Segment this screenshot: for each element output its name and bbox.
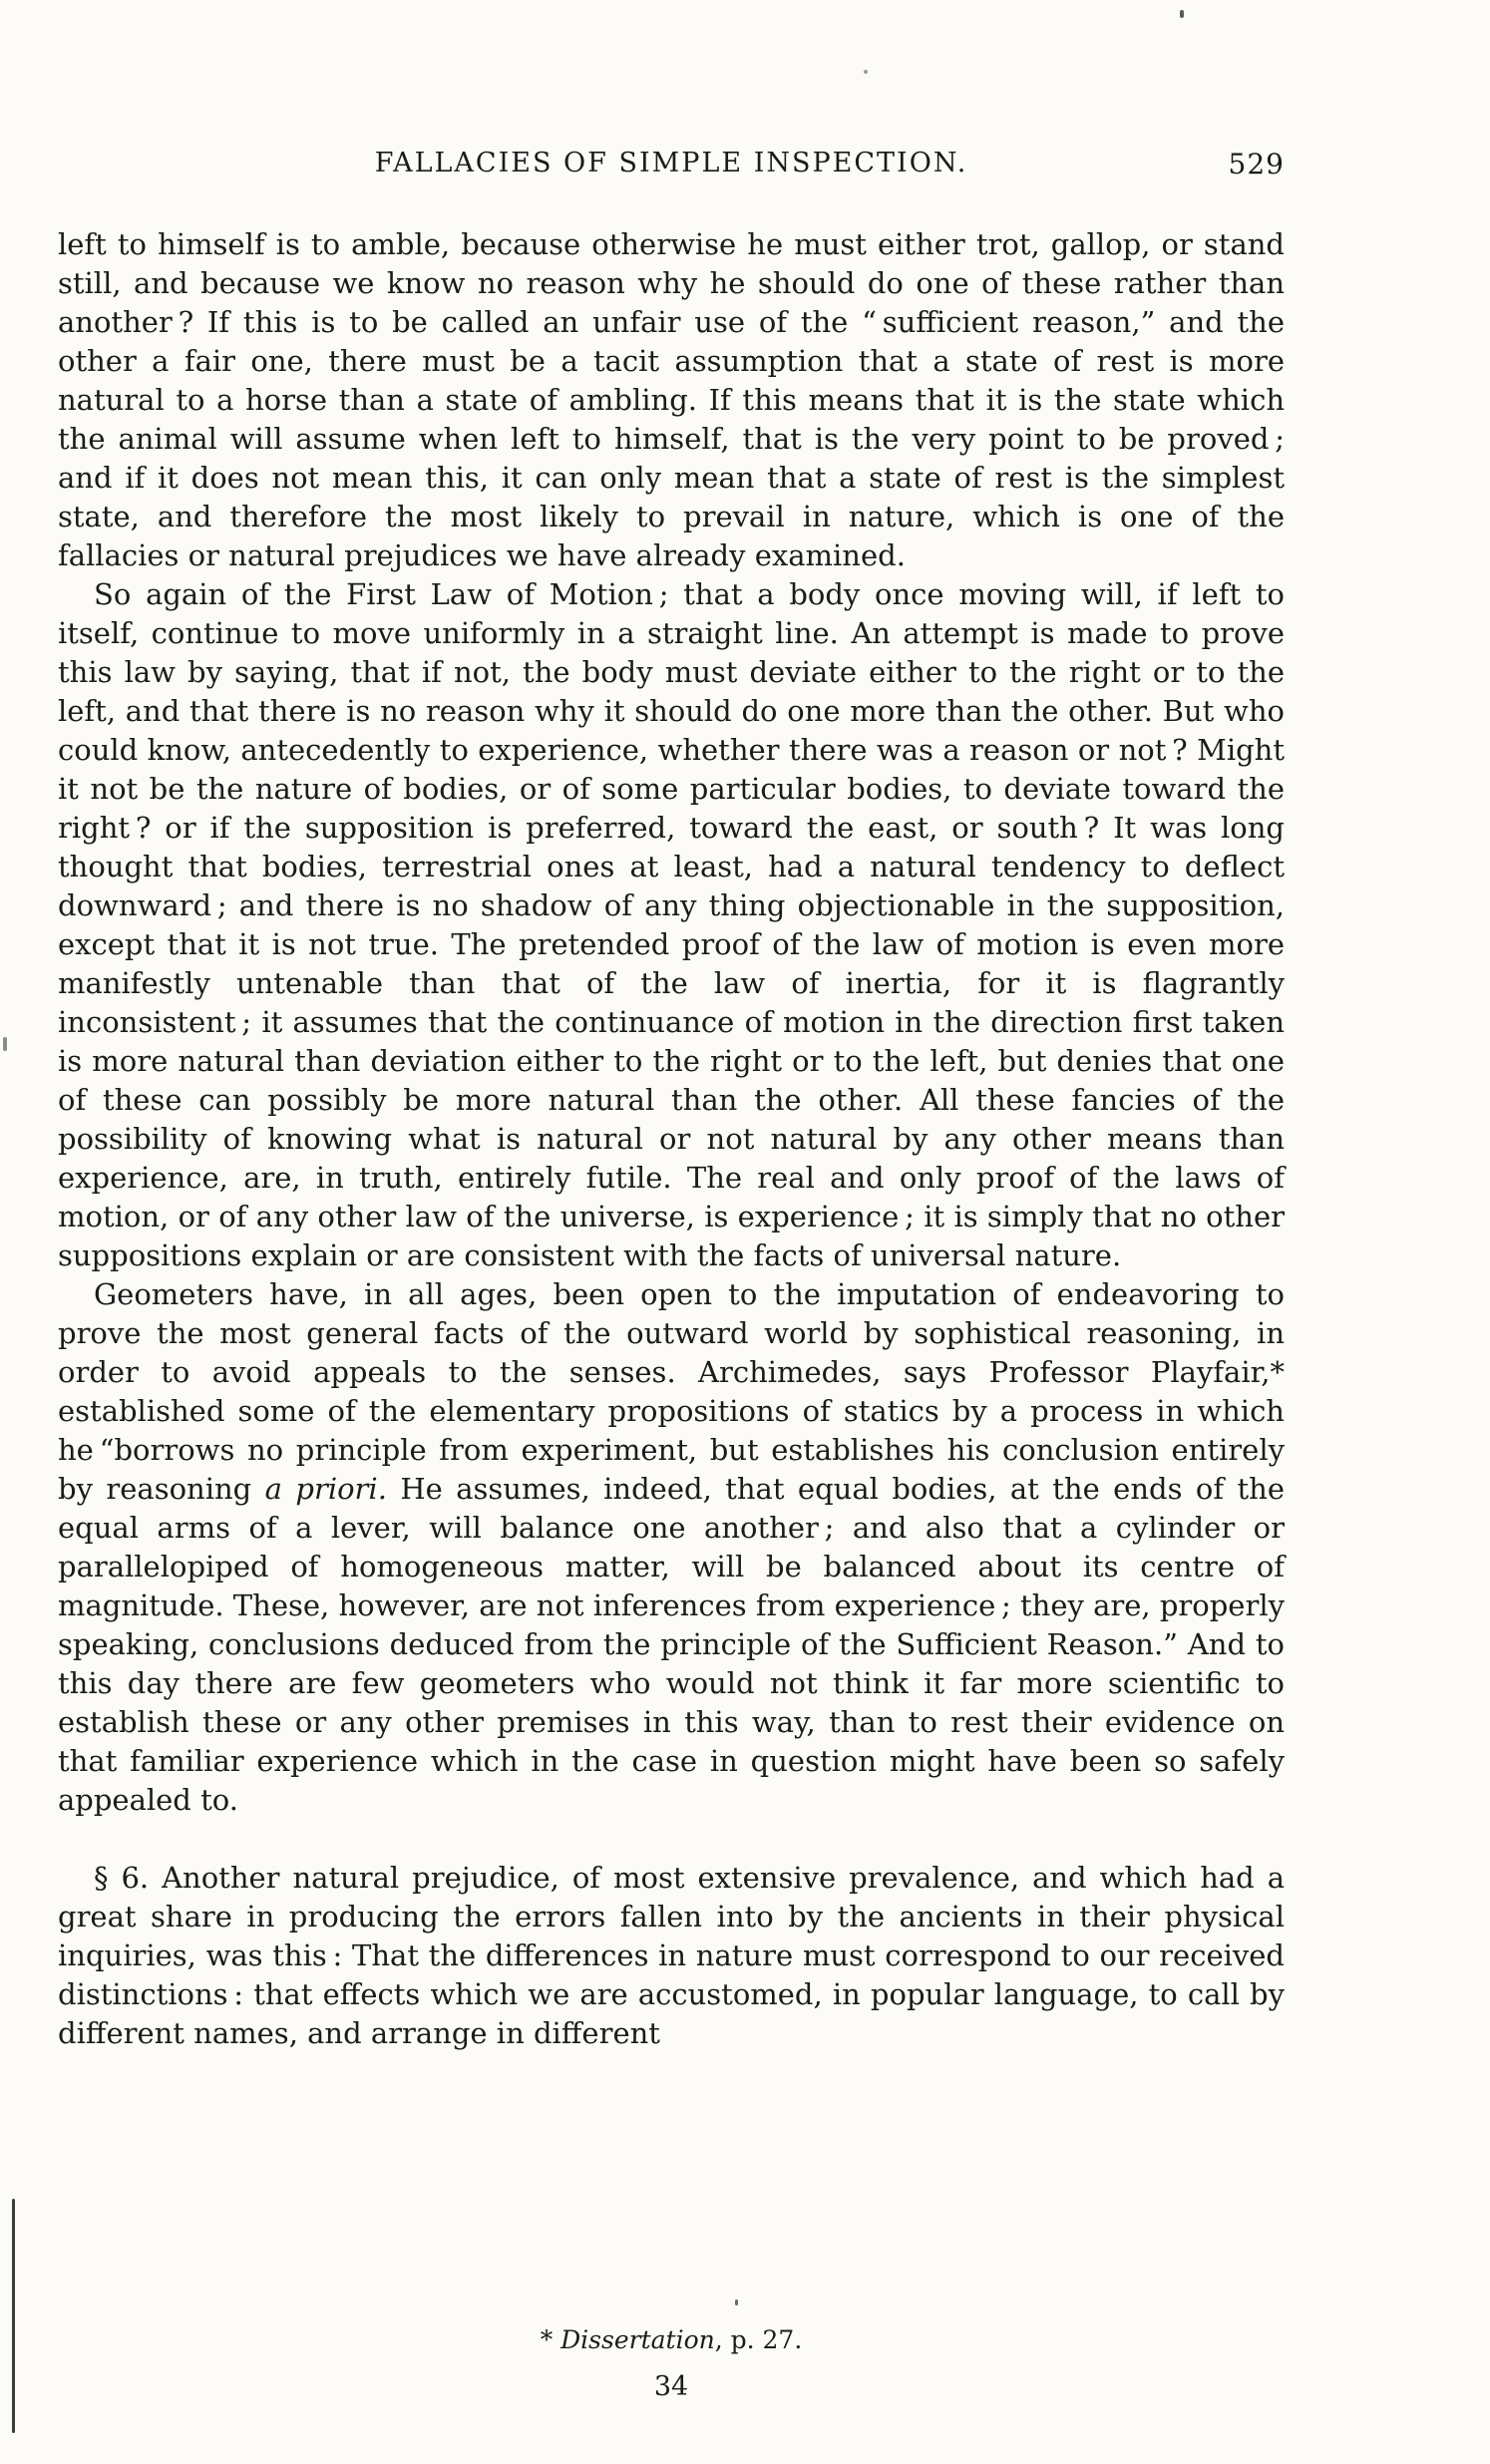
header-title: FALLACIES OF SIMPLE INSPECTION. <box>374 148 968 178</box>
text-segment: Geometers have, in all ages, been open to the imputation of endeavoring to prove the most general facts of the outward world by sophistical reasoning, in order to avoid appeals to the senses. Archimedes, says Professor Playfair,* established some of the elementary propositions of statics by a process in which he “borrows no principle from experiment, but establishes his conclusion entirely by reasoning <box>58 1277 1285 1506</box>
paragraph <box>58 225 1285 575</box>
paragraph <box>58 575 1285 1275</box>
signature-number: 34 <box>653 2371 689 2402</box>
text-segment: , p. 27. <box>714 2325 803 2354</box>
text-segment: So again of the First Law of Motion ; that a body once moving will, if left to itself, continue to move uniformly in a straight line. An attempt is made to prove this law by saying, that if not, the body must deviate either to the right or to the left, and that there is no reason why it should do one more than the other. But who could know, antecedently to experience, whether there was a reason or not ? Might it not be the nature of bodies, or of some particular bodies, to deviate toward the right ? or if the supposition is preferred, toward the east, or south ? It was long thought that bodies, terrestrial ones at least, had a natural tendency to deflect downward ; and there is no shadow of any thing objectionable in the supposition, except that it is not true. The pretended proof of the law of motion is even more manifestly untenable than that of the law of inertia, for it is flagrantly inconsistent ; it assumes that the continuance of motion in the direction first taken is more natural than deviation either to the right or to the left, but denies that one of these can possibly be more natural than the other. All these fancies of the possibility of knowing what is natural or not natural by any other means than experience, are, in truth, entirely futile. The real and only proof of the laws of motion, or of any other law of the universe, is experience ; it is simply that no other suppositions explain or are consistent with the facts of universal nature. <box>58 577 1285 1272</box>
text-segment: left to himself is to amble, because otherwise he must either trot, gallop, or stand still, and because we know no reason why he should do one of these rather than another ? If this is to be called an unfair use of the “ sufficient reason,” and the other a fair one, there must be a tacit assumption that a state of rest is more natural to a horse than a state of ambling. If this means that it is the state which the animal will assume when left to himself, that is the very point to be proved ; and if it does not mean this, it can only mean that a state of rest is the simplest state, and therefore the most likely to prevail in nature, which is one of the fallacies or natural prejudices we have already examined. <box>58 227 1285 572</box>
scan-artifact-tick <box>3 1037 7 1051</box>
scan-artifact-line <box>12 2199 15 2433</box>
scan-artifact-dot <box>1180 10 1184 18</box>
header-page-number: 529 <box>1228 148 1285 180</box>
text-body <box>58 225 1285 2053</box>
running-header <box>58 148 1285 187</box>
scan-artifact-dot <box>735 2299 738 2305</box>
text-segment: He assumes, indeed, that equal bodies, at the ends of the equal arms of a lever, will balance one another ; and also that a cylinder or parallelopiped of homogeneous matter, will be balanced about its centre of magnitude. These, however, are not inferences from experience ; they are, properly speaking, conclusions deduced from the principle of the Sufficient Reason.” And to this day there are few geometers who would not think it far more scientific to establish these or any other premises in this way, than to rest their evidence on that familiar experience which in the case in question might have been so safely appealed to. <box>58 1472 1286 1817</box>
text-segment: * <box>540 2325 561 2354</box>
text-segment: a priori. <box>264 1472 387 1506</box>
paragraph <box>58 1275 1285 1820</box>
footnote <box>58 2325 1285 2355</box>
text-segment: Dissertation <box>560 2325 715 2354</box>
text-segment: § 6. Another natural prejudice, of most extensive prevalence, and which had a great share in producing the errors fallen into by the ancients in their physical inquiries, was this : That the differences in nature must correspond to our received distinctions : that effects which we are accustomed, in popular language, to call by different names, and arrange in different <box>58 1861 1285 2050</box>
scan-artifact-dot <box>864 70 868 74</box>
paragraph <box>58 1859 1285 2053</box>
